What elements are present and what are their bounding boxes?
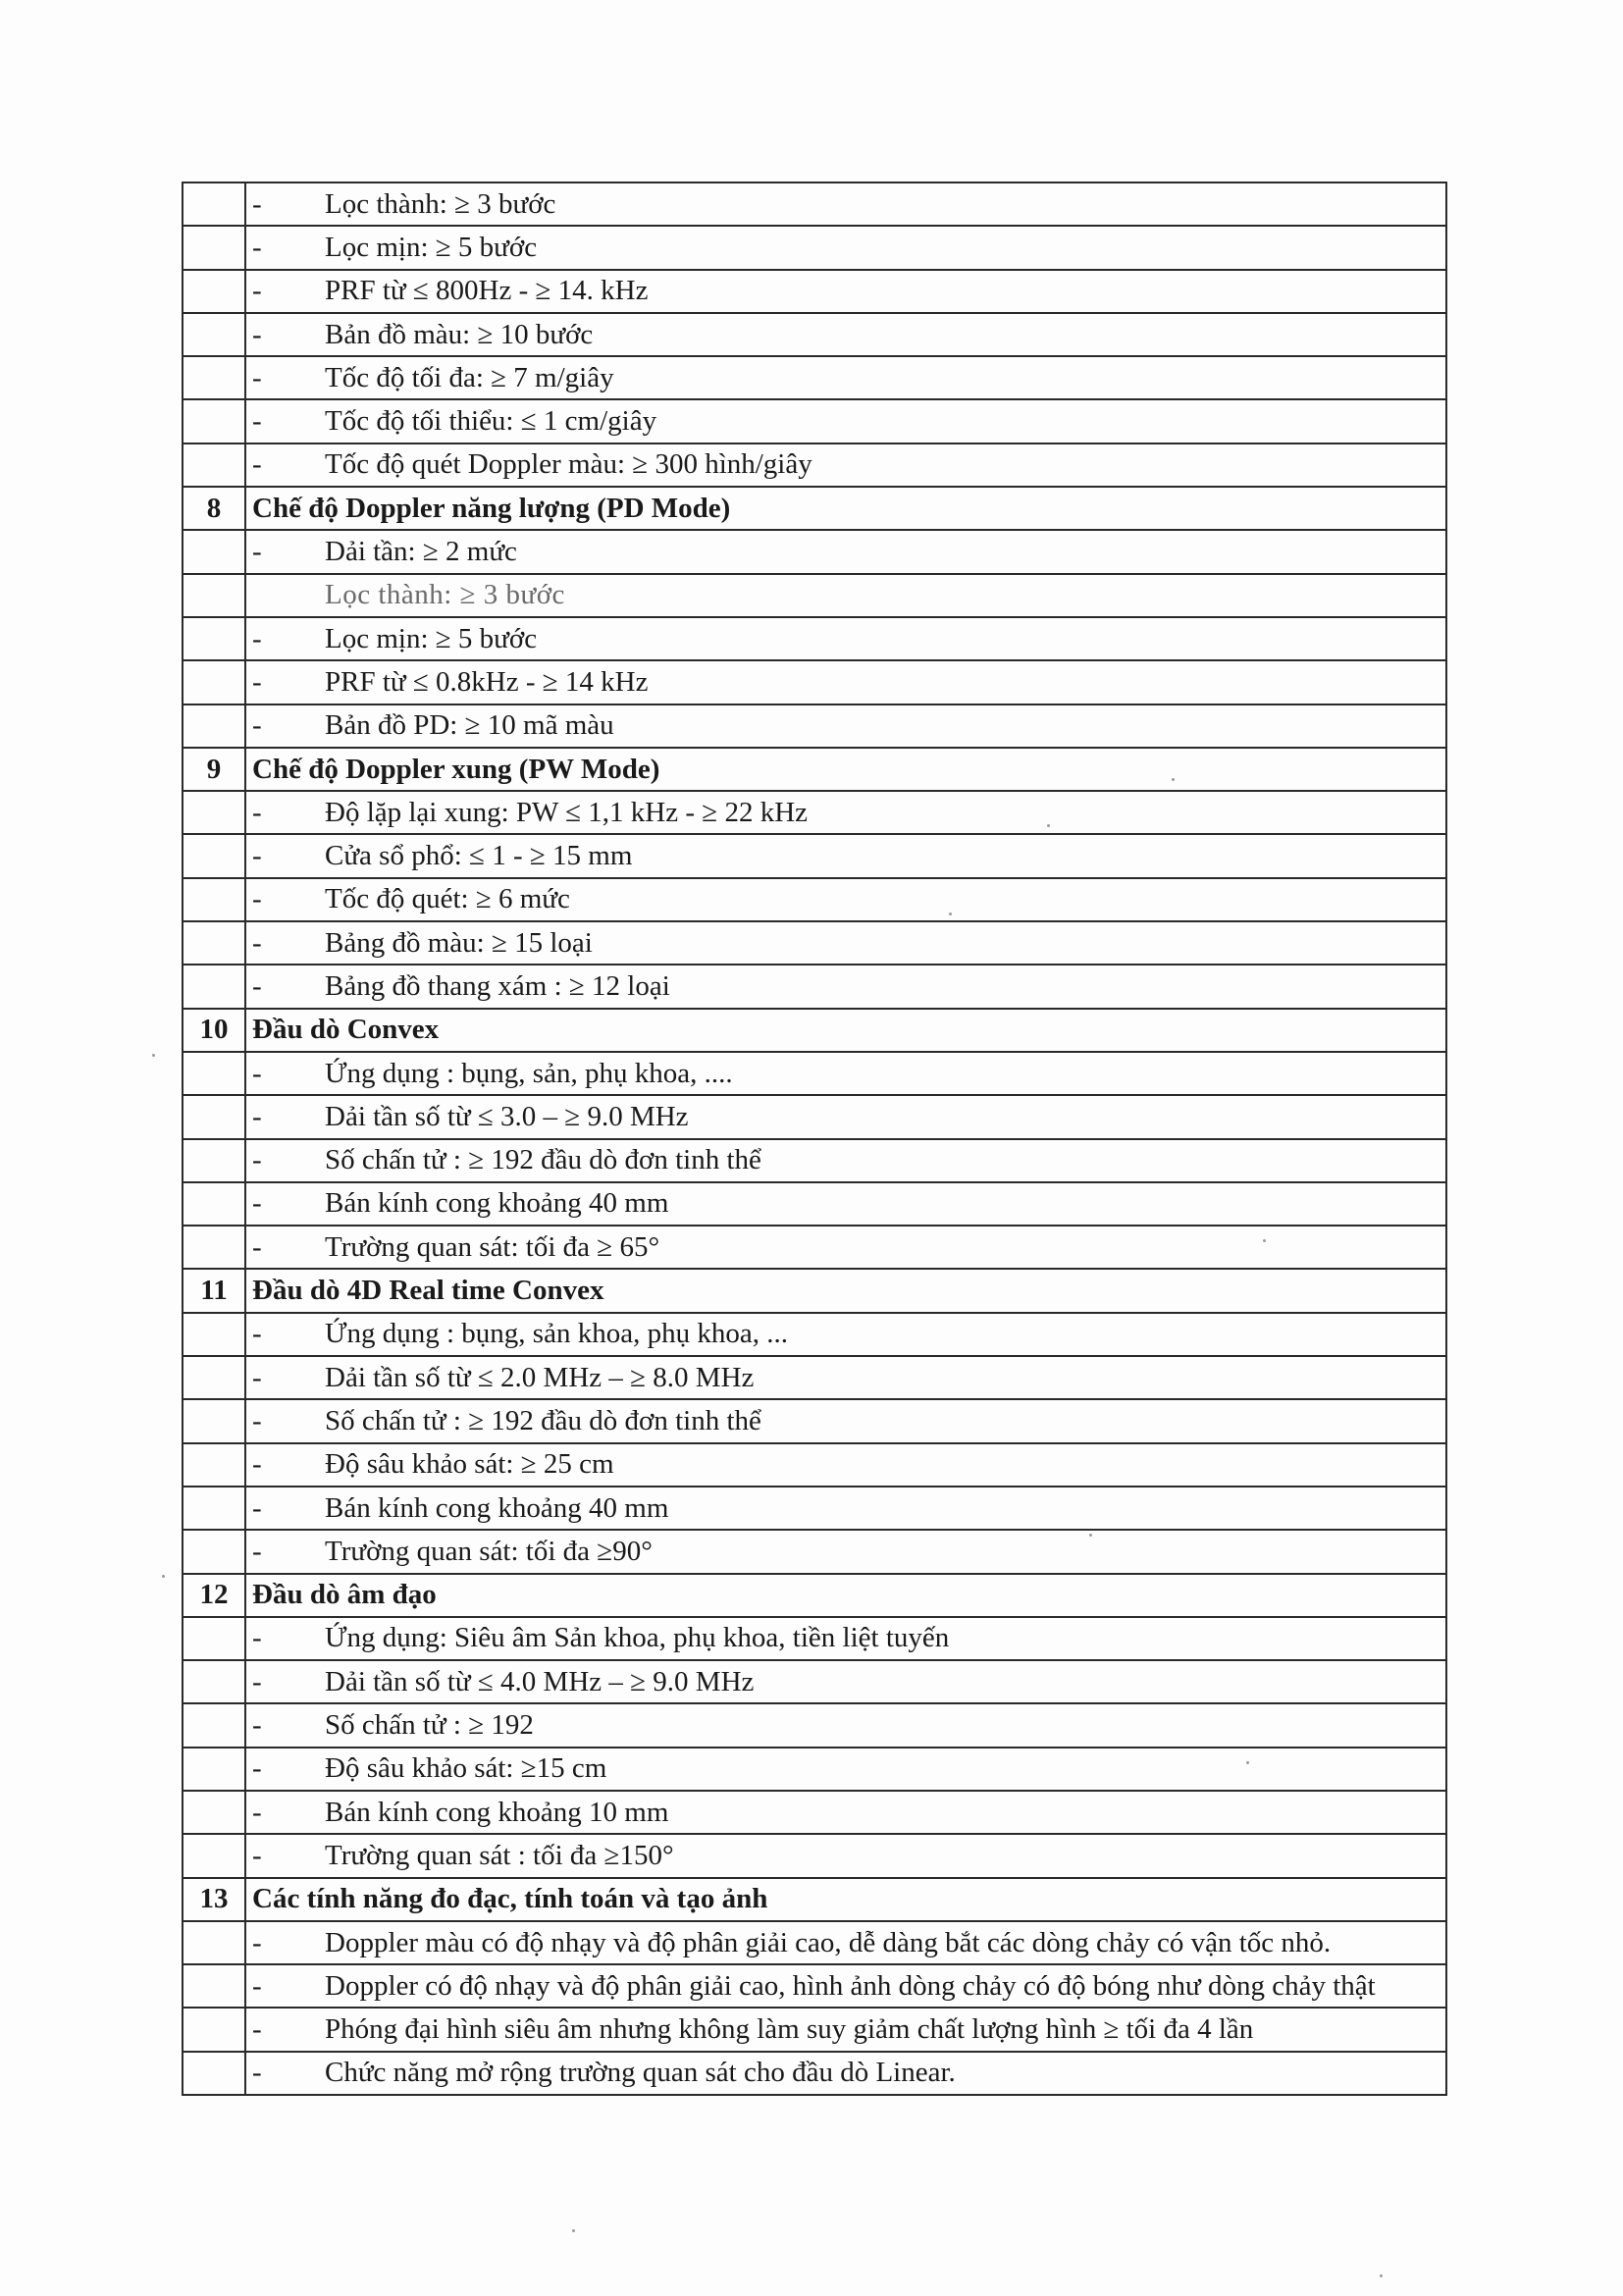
spec-item	[245, 530, 1446, 573]
spec-item	[245, 1399, 1446, 1442]
spec-item	[245, 921, 1446, 965]
spec-text: Dải tần số từ ≤ 2.0 MHz – ≥ 8.0 MHz	[325, 1361, 755, 1393]
spec-item	[245, 1748, 1446, 1791]
section-header-row	[183, 487, 1446, 530]
spec-item	[245, 399, 1446, 443]
spec-row	[183, 1095, 1446, 1138]
bullet-dash: -	[252, 1926, 262, 1958]
spec-item	[245, 183, 1446, 226]
row-number: 8	[183, 487, 245, 530]
spec-row	[183, 1703, 1446, 1747]
spec-table	[182, 182, 1447, 2096]
spec-item	[245, 1443, 1446, 1487]
spec-row	[183, 270, 1446, 313]
row-number	[183, 1617, 245, 1660]
spec-row	[183, 356, 1446, 399]
spec-row	[183, 834, 1446, 877]
row-number	[183, 2052, 245, 2095]
bullet-dash: -	[252, 405, 262, 438]
row-number	[183, 313, 245, 356]
section-heading: Đầu dò âm đạo	[245, 1574, 1446, 1617]
section-heading: Chế độ Doppler xung (PW Mode)	[245, 748, 1446, 791]
spec-item	[245, 1703, 1446, 1747]
row-number: 13	[183, 1878, 245, 1921]
bullet-dash: -	[252, 622, 262, 654]
spec-text: Lọc thành: ≥ 3 bước	[325, 187, 556, 220]
spec-text: Lọc mịn: ≥ 5 bước	[325, 231, 538, 263]
row-number	[183, 791, 245, 834]
spec-item	[245, 1226, 1446, 1269]
bullet-dash: -	[252, 1622, 262, 1654]
spec-text: Độ sâu khảo sát: ≥15 cm	[325, 1752, 607, 1785]
spec-text: Tốc độ tối đa: ≥ 7 m/giây	[325, 361, 614, 393]
spec-row	[183, 791, 1446, 834]
section-header-row	[183, 1269, 1446, 1312]
spec-text: Bán kính cong khoảng 40 mm	[325, 1187, 669, 1220]
spec-row	[183, 704, 1446, 748]
row-number	[183, 704, 245, 748]
bullet-dash: -	[252, 1665, 262, 1697]
spec-text: Phóng đại hình siêu âm nhưng không làm suy giảm chất lượng hình ≥ tối đa 4 lần	[325, 2013, 1254, 2046]
scan-speck	[152, 1054, 155, 1057]
spec-row	[183, 399, 1446, 443]
spec-item	[245, 2052, 1446, 2095]
scan-speck	[1246, 1761, 1249, 1764]
spec-item	[245, 704, 1446, 748]
row-number	[183, 1095, 245, 1138]
spec-item	[245, 444, 1446, 487]
spec-text: Chức năng mở rộng trường quan sát cho đầu dò Linear.	[325, 2057, 956, 2089]
spec-item	[245, 574, 1446, 617]
spec-text: PRF từ ≤ 800Hz - ≥ 14. kHz	[325, 275, 649, 307]
row-number	[183, 965, 245, 1008]
scan-speck	[1380, 2274, 1383, 2277]
spec-row	[183, 183, 1446, 226]
spec-item	[245, 1530, 1446, 1573]
spec-item	[245, 1313, 1446, 1356]
bullet-dash: -	[252, 709, 262, 742]
section-heading: Đầu dò 4D Real time Convex	[245, 1269, 1446, 1312]
spec-item	[245, 1791, 1446, 1834]
spec-text: Dải tần số từ ≤ 4.0 MHz – ≥ 9.0 MHz	[325, 1665, 755, 1697]
section-header-row	[183, 1574, 1446, 1617]
row-number	[183, 921, 245, 965]
scan-speck	[1047, 824, 1050, 827]
bullet-dash: -	[252, 969, 262, 1002]
spec-item	[245, 1964, 1446, 2008]
spec-text: Dải tần số từ ≤ 3.0 – ≥ 9.0 MHz	[325, 1100, 689, 1132]
spec-item	[245, 313, 1446, 356]
spec-row	[183, 1139, 1446, 1182]
spec-text: Cửa sổ phổ: ≤ 1 - ≥ 15 mm	[325, 840, 633, 872]
spec-row	[183, 1791, 1446, 1834]
bullet-dash: -	[252, 1839, 262, 1871]
spec-text: Bán kính cong khoảng 10 mm	[325, 1796, 669, 1828]
spec-row	[183, 1052, 1446, 1095]
row-number	[183, 574, 245, 617]
row-number	[183, 878, 245, 921]
bullet-dash: -	[252, 1318, 262, 1350]
section-header-row	[183, 1878, 1446, 1921]
row-number	[183, 660, 245, 704]
row-number	[183, 1139, 245, 1182]
bullet-dash: -	[252, 275, 262, 307]
spec-item	[245, 791, 1446, 834]
row-number	[183, 444, 245, 487]
spec-row	[183, 1356, 1446, 1399]
bullet-dash: -	[252, 1709, 262, 1742]
row-number: 11	[183, 1269, 245, 1312]
scan-speck	[572, 2229, 575, 2232]
scan-speck	[949, 913, 952, 915]
spec-item	[245, 1182, 1446, 1226]
row-number	[183, 2008, 245, 2051]
spec-row	[183, 965, 1446, 1008]
bullet-dash: -	[252, 1144, 262, 1176]
row-number	[183, 1703, 245, 1747]
scan-speck	[162, 1575, 165, 1578]
spec-text: Tốc độ quét: ≥ 6 mức	[325, 883, 570, 915]
spec-row	[183, 574, 1446, 617]
spec-row	[183, 878, 1446, 921]
bullet-dash: -	[252, 536, 262, 568]
spec-row	[183, 1182, 1446, 1226]
spec-row	[183, 1964, 1446, 2008]
bullet-dash: -	[252, 1187, 262, 1220]
spec-row	[183, 1226, 1446, 1269]
spec-item	[245, 356, 1446, 399]
row-number	[183, 1964, 245, 2008]
spec-text: Tốc độ quét Doppler màu: ≥ 300 hình/giây	[325, 448, 812, 481]
spec-row	[183, 1834, 1446, 1877]
spec-item	[245, 1660, 1446, 1703]
spec-item	[245, 1139, 1446, 1182]
bullet-dash: -	[252, 1796, 262, 1828]
spec-text: Số chấn tử : ≥ 192 đầu dò đơn tinh thể	[325, 1404, 761, 1436]
row-number	[183, 1399, 245, 1442]
spec-text: Lọc thành: ≥ 3 bước	[325, 579, 565, 611]
row-number	[183, 1530, 245, 1573]
row-number	[183, 1313, 245, 1356]
spec-text: Trường quan sát : tối đa ≥150°	[325, 1839, 674, 1871]
spec-row	[183, 1487, 1446, 1530]
spec-item	[245, 1095, 1446, 1138]
row-number	[183, 1487, 245, 1530]
spec-item	[245, 1052, 1446, 1095]
spec-row	[183, 1617, 1446, 1660]
row-number: 9	[183, 748, 245, 791]
spec-row	[183, 1530, 1446, 1573]
spec-text: Bản đồ PD: ≥ 10 mã màu	[325, 709, 614, 742]
section-header-row	[183, 1009, 1446, 1052]
spec-row	[183, 921, 1446, 965]
spec-row	[183, 1660, 1446, 1703]
scan-speck	[1172, 778, 1175, 781]
section-header-row	[183, 748, 1446, 791]
row-number	[183, 1921, 245, 1964]
spec-row	[183, 617, 1446, 660]
spec-text: Doppler màu có độ nhạy và độ phân giải cao, dễ dàng bắt các dòng chảy có vận tốc nhỏ.	[325, 1926, 1332, 1958]
spec-text: Trường quan sát: tối đa ≥90°	[325, 1535, 653, 1567]
bullet-dash: -	[252, 1057, 262, 1089]
spec-text: Trường quan sát: tối đa ≥ 65°	[325, 1230, 660, 1263]
spec-row	[183, 1443, 1446, 1487]
spec-text: Số chấn tử : ≥ 192	[325, 1709, 534, 1742]
spec-item	[245, 226, 1446, 269]
spec-text: Lọc mịn: ≥ 5 bước	[325, 622, 538, 654]
row-number	[183, 399, 245, 443]
spec-item	[245, 878, 1446, 921]
row-number	[183, 1182, 245, 1226]
bullet-dash: -	[252, 1404, 262, 1436]
bullet-dash: -	[252, 1361, 262, 1393]
spec-row	[183, 530, 1446, 573]
spec-row	[183, 2052, 1446, 2095]
spec-item	[245, 660, 1446, 704]
spec-table-body	[183, 183, 1446, 2095]
spec-row	[183, 444, 1446, 487]
row-number: 12	[183, 1574, 245, 1617]
row-number	[183, 1834, 245, 1877]
row-number	[183, 617, 245, 660]
spec-item	[245, 1921, 1446, 1964]
row-number	[183, 270, 245, 313]
row-number	[183, 1791, 245, 1834]
bullet-dash: -	[252, 1100, 262, 1132]
spec-text: Ứng dụng : bụng, sản, phụ khoa, ....	[325, 1057, 733, 1089]
spec-text: Ứng dụng: Siêu âm Sản khoa, phụ khoa, tiền liệt tuyến	[325, 1622, 950, 1654]
spec-text: Độ lặp lại xung: PW ≤ 1,1 kHz - ≥ 22 kHz	[325, 796, 809, 828]
scan-speck	[1263, 1239, 1266, 1242]
bullet-dash: -	[252, 448, 262, 481]
spec-text: Số chấn tử : ≥ 192 đầu dò đơn tinh thể	[325, 1144, 761, 1176]
bullet-dash: -	[252, 187, 262, 220]
spec-text: Bản đồ màu: ≥ 10 bước	[325, 318, 594, 350]
row-number	[183, 1748, 245, 1791]
bullet-dash: -	[252, 1535, 262, 1567]
bullet-dash: -	[252, 318, 262, 350]
spec-text: Bảng đồ màu: ≥ 15 loại	[325, 926, 593, 959]
spec-row	[183, 660, 1446, 704]
section-heading: Chế độ Doppler năng lượng (PD Mode)	[245, 487, 1446, 530]
spec-item	[245, 1834, 1446, 1877]
spec-item	[245, 965, 1446, 1008]
spec-text: Dải tần: ≥ 2 mức	[325, 536, 517, 568]
spec-text: PRF từ ≤ 0.8kHz - ≥ 14 kHz	[325, 665, 649, 698]
scan-speck	[1089, 1534, 1092, 1537]
spec-item	[245, 270, 1446, 313]
spec-text: Tốc độ tối thiểu: ≤ 1 cm/giây	[325, 405, 657, 438]
row-number	[183, 1226, 245, 1269]
spec-row	[183, 1313, 1446, 1356]
spec-text: Ứng dụng : bụng, sản khoa, phụ khoa, ...	[325, 1318, 788, 1350]
row-number	[183, 1443, 245, 1487]
row-number: 10	[183, 1009, 245, 1052]
spec-text: Bán kính cong khoảng 40 mm	[325, 1491, 669, 1524]
bullet-dash: -	[252, 361, 262, 393]
spec-row	[183, 313, 1446, 356]
spec-row	[183, 1399, 1446, 1442]
section-heading: Các tính năng đo đạc, tính toán và tạo ảnh	[245, 1878, 1446, 1921]
row-number	[183, 530, 245, 573]
bullet-dash: -	[252, 1752, 262, 1785]
spec-row	[183, 1748, 1446, 1791]
spec-text: Doppler có độ nhạy và độ phân giải cao, hình ảnh dòng chảy có độ bóng như dòng chảy thật	[325, 1969, 1376, 2002]
row-number	[183, 1052, 245, 1095]
row-number	[183, 1660, 245, 1703]
bullet-dash: -	[252, 840, 262, 872]
spec-item	[245, 1356, 1446, 1399]
spec-item	[245, 834, 1446, 877]
bullet-dash: -	[252, 1448, 262, 1481]
section-heading: Đầu dò Convex	[245, 1009, 1446, 1052]
row-number	[183, 356, 245, 399]
spec-item	[245, 617, 1446, 660]
bullet-dash: -	[252, 2013, 262, 2046]
bullet-dash: -	[252, 883, 262, 915]
bullet-dash: -	[252, 2057, 262, 2089]
row-number	[183, 834, 245, 877]
spec-item	[245, 1487, 1446, 1530]
row-number	[183, 226, 245, 269]
row-number	[183, 183, 245, 226]
spec-text: Bảng đồ thang xám : ≥ 12 loại	[325, 969, 670, 1002]
bullet-dash: -	[252, 796, 262, 828]
spec-item	[245, 1617, 1446, 1660]
spec-text: Độ sâu khảo sát: ≥ 25 cm	[325, 1448, 614, 1481]
bullet-dash: -	[252, 665, 262, 698]
bullet-dash: -	[252, 1969, 262, 2002]
spec-row	[183, 226, 1446, 269]
row-number	[183, 1356, 245, 1399]
spec-row	[183, 2008, 1446, 2051]
spec-row	[183, 1921, 1446, 1964]
spec-item	[245, 2008, 1446, 2051]
bullet-dash: -	[252, 231, 262, 263]
bullet-dash: -	[252, 926, 262, 959]
bullet-dash: -	[252, 1230, 262, 1263]
bullet-dash: -	[252, 1491, 262, 1524]
